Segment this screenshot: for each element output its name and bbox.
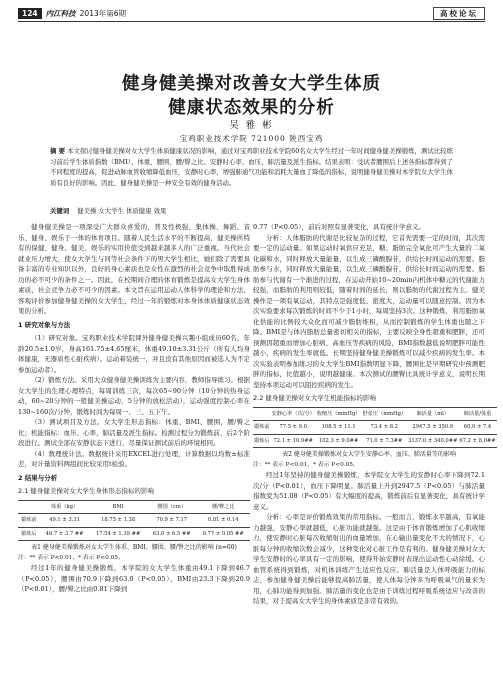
table-cell: 72.1 ± 10.9## xyxy=(271,434,316,448)
table-cell: 67.2 ± 8.0## xyxy=(458,434,496,448)
table-cell: 锻炼后 xyxy=(18,527,40,541)
table-row xyxy=(18,514,250,528)
table-row xyxy=(18,527,250,541)
method-statistics: （4）数理统计法。数据统计采用EXCEL进行处理，计算数据以均数±标准差，对计量资料两组间比较采用t检验。 xyxy=(18,449,250,468)
table-cell: 71.0 ± 7.3## xyxy=(361,434,407,448)
table-cell: 锻炼前 xyxy=(18,514,40,528)
table2-caption: 表2 健身健美操锻炼对女大学生安静心率、血压、肺活量等的影响 xyxy=(282,451,456,458)
paper-title-line2: 健康状态效果的分析 xyxy=(168,98,335,118)
table2-header: 收缩压（mmHg） xyxy=(316,407,362,421)
result-continuation: 0.77（P<0.05），前后对照有显著变化，具有统计学意义。 xyxy=(253,223,426,231)
section-label: 高校论坛 xyxy=(433,7,485,20)
table-cell: 70.9 ± 7.17 xyxy=(147,514,196,528)
table2-header xyxy=(253,407,271,421)
abstract-label: 摘 要 xyxy=(50,147,66,155)
table2-header: 舒张压（mmHg） xyxy=(361,407,407,421)
subsection-heading-2-2: 2.2 健身健美操对女大学生机能指标的影响 xyxy=(253,394,376,402)
table-cell: 0.77 ± 0.05 ## xyxy=(196,527,250,541)
abstract-text: 本文探讨健身健美操对女大学生体质健康状况的影响，通过对宝鸡职业技术学院60名女大学生经过一年时间健身健美操锻炼，测试比较练习前后学生体质指数（BMI）、体重、腰围、腰/臀之比、安静时心率、血压、肺活量及派生指标。结果表明：受试者腰围后上述各指标都得到了不同程度的提高，促进动脉血管收缩降低血压，安静时心率，增强肺通气功能和消耗大量血了降低的指标，说明健身健美操对本学院女大学生体质有良好的影响。因此，健身健美操是一种安全有效的健身活动。 xyxy=(50,147,453,187)
table-2 xyxy=(253,407,497,449)
table-cell: 46.7 ± 3.7 ## xyxy=(40,527,89,541)
intro-paragraph: 健身健美操是一项深受广大群众喜爱的，普及性极强，集体操、舞蹈、音乐、健身、娱乐于一体的体育项目。随着人民生活水平的不断提高，健美操所特有的保健、健身、健美、娱乐的实用价值受到越来越多人的广泛重视。当代社会就业压力增大，使女大学生与同等社会条件下的男大学生相比，她们除了需要具备丰富的专业知识以外，良好的身心素质也是女性在激烈的社会竞争中取胜得成功的必不可少的条件之一。因此，在校期间合理的体育锻炼是提高女大学生身体素质、社会竞争力必不可少的因素。本文旨在运用运动人体科学的理论和方法，客观评价参加健身健美操的女大学生，经过一年的锻炼对本身体体质健康状态效果的分析。 xyxy=(18,223,250,315)
analysis-paragraph-2: 分析：心率是评价锻炼效果的常用指标。一般而言，锻炼水平越高，有氧能力越强，安静心率就越低，心脏功能就越强。这是由于体育锻炼增加了心肌收缩力，使安静时心脏每次收缩射出的血量增加，在心输出量变化不大的情况下，心脏每分钟的收缩次数会减少，这种变化对心脏工作是有利的。健身健美操对女大学生安静时的心率具有一定的影响，使得开始安静时表现出运动性心动徐缓。心血管系统得到锻炼，对机体训练产生适应性反应。肺活量是人体呼吸能力的标志，参加健身健美操后能够提高肺活量，使人体每分钟多为呼吸氧气的量来为用，心肺功能得到加强。肺活量的变化也是由于训练过程呼吸系统适应与改善的结果，对于提高女大学生的身体素质是非常有效的。 xyxy=(253,513,485,605)
table-cell: 17.54 ± 1.39 ## xyxy=(89,527,147,541)
journal-header xyxy=(18,6,485,20)
table-cell: 0.81 ± 0.14 xyxy=(196,514,250,528)
method-tests: （3）测试项目及方法。女大学生形态指标：体重、BMI、腰围，腰/臀之比；机能指标：血压、心率，肺活量及派生指标。检测过程分为锻炼前、后2个阶段进行。测试全部在安静状态下进行，尽量保证测试前后的环境相同。 xyxy=(18,418,250,447)
table-cell: 2947.5 ± 350.9 xyxy=(407,421,458,435)
table1-header: BMI xyxy=(89,500,147,514)
result-paragraph-2: 经过1年坚持的健身健美操锻炼，本学院女大学生的安静时心率下降到72.1次/分（P<0.01），血压下降明显。肺活量上升到2947.5（P<0.05）与肺活量指数变为51.08（P<0.05）有大幅度的提高，锻炼前后有显著变化，具有统计学意义。 xyxy=(253,471,485,511)
table-cell: 60.0 ± 7.4 xyxy=(458,421,496,435)
author: 吴 雅 彬 xyxy=(229,120,274,131)
table1-header xyxy=(18,500,40,514)
table-cell: 108.5 ± 11.1 xyxy=(316,421,362,435)
table-cell: 102.3 ± 9.0## xyxy=(316,434,362,448)
table2-note: 注：** 表示 P<0.01，* 表示 P<0.05。 xyxy=(253,462,359,468)
affiliation: 宝鸡职业技术学院 721000 陕西宝鸡 xyxy=(179,134,324,143)
keywords-label: 关键词 xyxy=(50,207,70,215)
table-cell: 73.4 ± 8.2 xyxy=(361,421,407,435)
section-heading-2: 2 结果与分析 xyxy=(18,473,58,482)
page-number: 124 xyxy=(18,8,42,19)
table1-header: 腰围（cm） xyxy=(147,500,196,514)
table-cell: 锻炼前 xyxy=(253,421,271,435)
table1-caption: 表1 健身健美操锻炼对女大学生体重、BMI、腰围、腰/臀之比的影响 (n=60) xyxy=(31,544,237,551)
subsection-heading-2-1: 2.1 健身健美操对女大学生身体形态指标的影响 xyxy=(18,487,154,495)
method-subjects: （1）研究对象。宝鸡职业技术学院课外健身健美操兴趣小组成员60名，年龄20.5±1.0岁，身高161.75±4.65厘米，体重49.10±3.31公斤（所有人均身体健康，无器质性心脏疾病）。运动着装统一，并且没有其他原因而被选入为不定参加运动者）。 xyxy=(18,334,250,374)
table2-header: 安静心率（次/分） xyxy=(271,407,316,421)
table-cell: 77.5 ± 9.0 xyxy=(271,421,316,435)
table-cell: 49.1 ± 3.31 xyxy=(40,514,89,528)
journal-issue: 2013年第6期 xyxy=(79,8,127,18)
result-paragraph: 经过1年的健身健美操锻炼，本学院的女大学生体重由49.1下降到46.7（P<0.05），腰围由70.9下降到63.0（P<0.05），BMI由23.3下降到20.9（P<0.01），腰/臀之比由0.81下降到 xyxy=(18,564,250,593)
table2-header: 肺活量（ml） xyxy=(407,407,458,421)
left-column xyxy=(18,222,250,595)
table1-header: 腰/臀之比 xyxy=(196,500,250,514)
table-row xyxy=(253,421,497,435)
section-heading-1: 1 研究对象与方法 xyxy=(18,320,71,329)
table1-header: 体重（kg） xyxy=(40,500,89,514)
journal-name: 内江科技 xyxy=(45,8,76,18)
keywords-text: 健美操 女大学生 体质健康 效果 xyxy=(77,207,167,215)
method-training: （2）锻炼方法。采用大众健身健美操训练为主要内容，教师指导练习。根据女大学生的生理心理特点，每周训练三次，每次65~90分钟（10分钟的热身运动，60~20分钟的一般健美操运动，5分钟的放松活动），运动强度控制心率在130~160次/分钟，锻炼时间为每周一、三、五下午。 xyxy=(18,376,250,416)
table-cell: 18.75 ± 1.38 xyxy=(89,514,147,528)
paper-title-line1: 健身健美操对改善女大学生体质 xyxy=(122,74,381,94)
table-cell: 锻炼后 xyxy=(253,434,271,448)
analysis-paragraph-1: 分析：人体脂肪的代谢是比较复杂的过程，它首先需要一定的时间，其次需要一定的运动量。如果运动时氧供应充足，糖、脂肪完全氧化可产生大量的二氧化碳和水，同时释放大量能量，以生成三磷酸腺苷，供给长时间运动的需要。脂肪参与水，同时释放大量能量，以生成三磷酸腺苷，供给长时间运动的需要。脂肪参与代谢有一个渐进的过程，在运动开始10~20min内机体中糖元的代谢能力较强，而脂肪的利用则较低，随着时间的延长，则以脂肪的代谢过程为主。健美操作是一项有氧运动，其特点是强度低、密度大，运动量可以随意控制。因为本次实验要求每次锻炼的时间不少于1小时，每周坚持3次。这种锻炼，利用脂肪氧化供能的比例较大众化而可减少脂肪堆积，从而控制锻炼的学生体重也随之下降。BMI是与体内脂肪总量密切相关的指标，主要反映全身性超重和肥胖，还可预测因超重而增加心脏病、高血压等疾病的风险，BMI指数越低说明肥胖可能性越小，疾病的发生率就低。长期坚持健身健美操锻炼可以减少疾病的发生率。本次实验表明参加练习的女大学生BMI指数明显下降，腰围比是早期研究中预测肥胖的指标，比值越小，说明越健康。本次测试的腰臀比具统计学意义，说明长期坚持本项运动可以阻控疾病的发生。 xyxy=(253,233,485,389)
right-column xyxy=(253,222,496,607)
table-cell: 3137.0 ± 340.0## xyxy=(407,434,458,448)
keywords xyxy=(50,206,453,215)
table2-header: 肺活量/体重 xyxy=(458,407,496,421)
header-rule xyxy=(18,21,485,22)
abstract xyxy=(50,146,453,188)
table1-note: 注：** 表示 P<0.01，* 表示 P<0.05。 xyxy=(18,555,124,561)
table-cell: 63.0 ± 6.5 ## xyxy=(147,527,196,541)
table-row xyxy=(253,434,497,448)
table-1 xyxy=(18,500,250,542)
